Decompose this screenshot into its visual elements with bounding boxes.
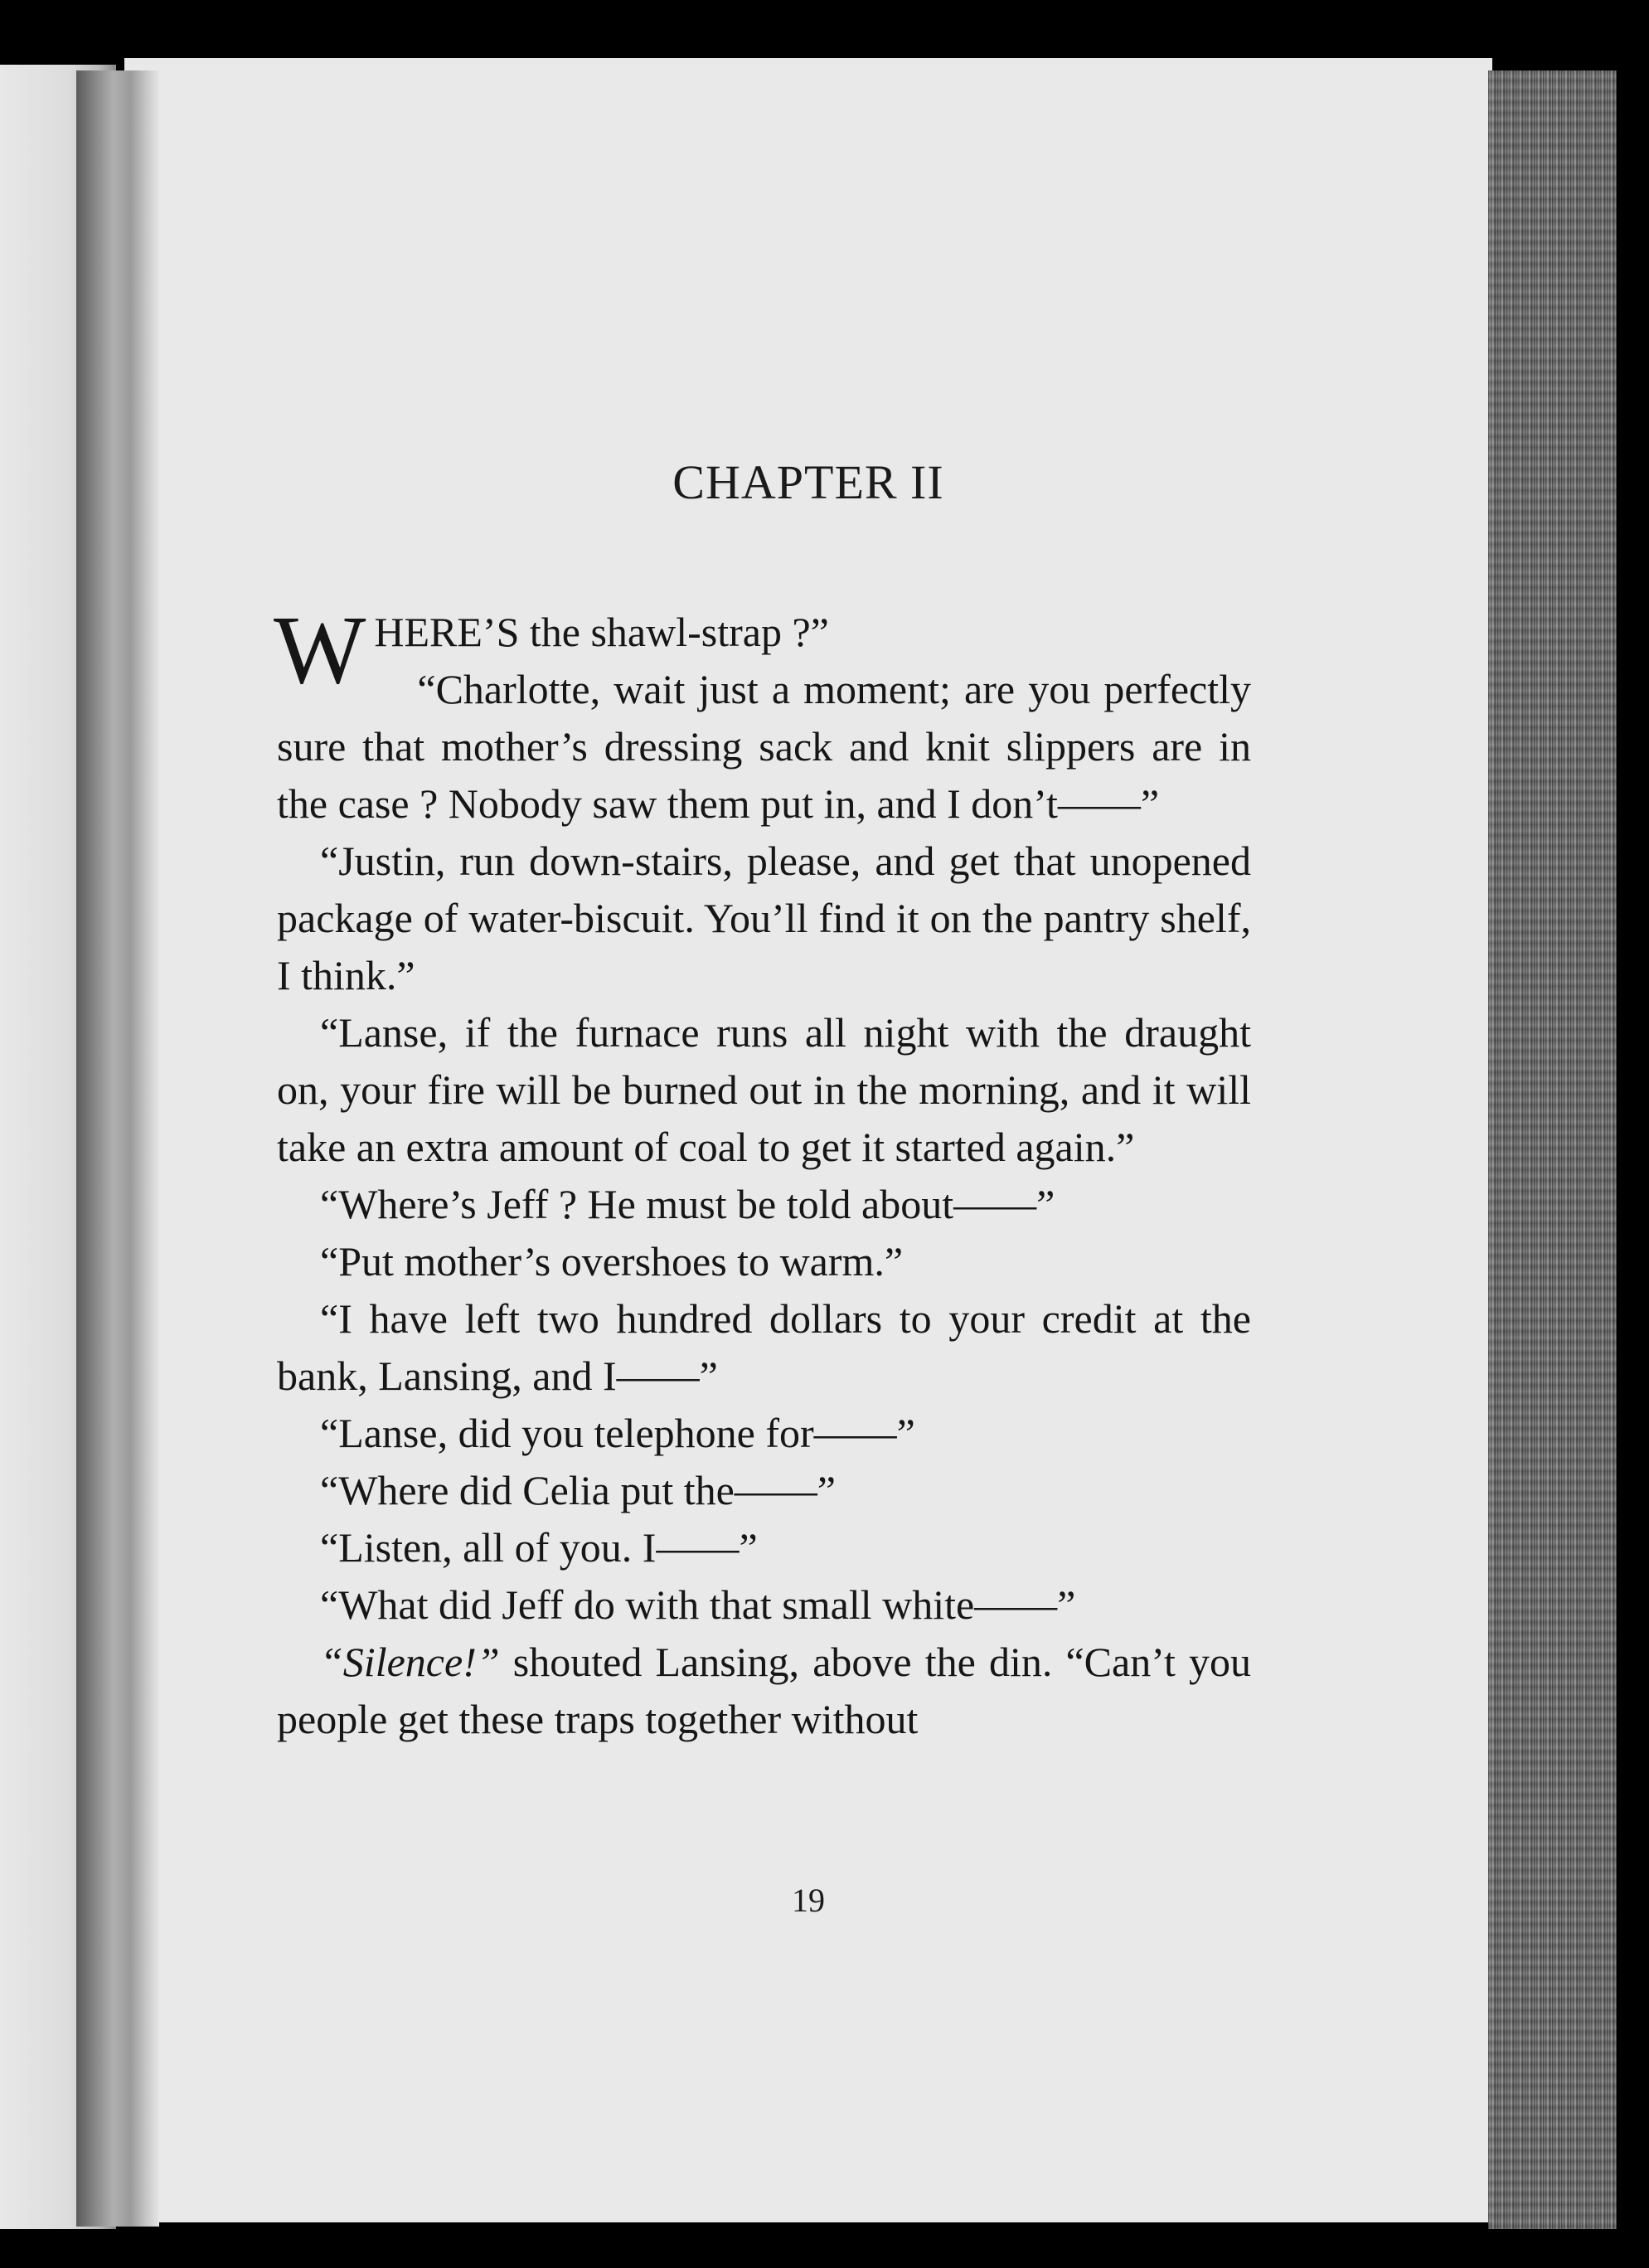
- page-number: 19: [792, 1882, 825, 1919]
- paragraph-text: “What did Jeff do with that small white——”: [320, 1581, 1076, 1628]
- italic-exclamation: “Silence!”: [320, 1639, 500, 1685]
- paragraph: [277, 661, 1251, 833]
- paragraph: [277, 1405, 1251, 1462]
- paragraph-text: HERE’S the shawl-strap ?”: [374, 609, 829, 655]
- page-leaves-edge: [1488, 70, 1617, 2235]
- paragraph-text: “Lanse, did you telephone for——”: [320, 1410, 915, 1456]
- paragraph-text: “I have left two hundred dollars to your credit at the bank, Lansing, and I——”: [277, 1295, 1251, 1399]
- paragraph-text: “Charlotte, wait just a moment; are you perfectly sure that mother’s dressing sack and knit slippers are in the case ? Nobody saw them put in, and I don’t——”: [277, 666, 1251, 827]
- paragraph: [277, 1462, 1251, 1519]
- paragraph: [277, 1576, 1251, 1634]
- paragraph-text: “Where did Celia put the——”: [320, 1467, 836, 1513]
- paragraph: [277, 1004, 1251, 1176]
- scan-border: [0, 2229, 1649, 2268]
- paragraph-text: “Justin, run down-stairs, please, and get that unopened package of water-biscuit. You’ll find it on the pantry shelf, I think.”: [277, 838, 1251, 998]
- paragraph: [277, 1233, 1251, 1290]
- body-text: [274, 595, 1251, 1748]
- chapter-title: CHAPTER II: [672, 455, 944, 509]
- paragraph-text: “Lanse, if the furnace runs all night with the draught on, your fire will be burned out in the morning, and it will take an extra amount of coal to get it started again.”: [277, 1009, 1251, 1170]
- paragraph-text: “Put mother’s overshoes to warm.”: [320, 1238, 904, 1285]
- paragraph-text: “Where’s Jeff ? He must be told about——”: [320, 1181, 1055, 1227]
- drop-cap-initial: W: [274, 595, 366, 704]
- paragraph: [277, 833, 1251, 1004]
- paragraph: [274, 595, 1251, 704]
- paragraph: [277, 1634, 1251, 1748]
- paragraph: [277, 1290, 1251, 1405]
- paragraph-text: “Listen, all of you. I——”: [320, 1524, 758, 1571]
- paragraph-text: shouted Lansing, above the din. “Can’t you people get these traps together without: [277, 1639, 1251, 1742]
- paragraph: [277, 1176, 1251, 1233]
- paragraph: [277, 1519, 1251, 1576]
